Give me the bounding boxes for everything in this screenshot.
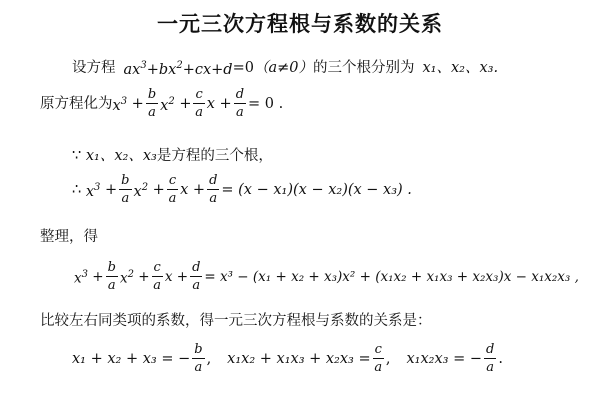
fraction-c-a: $\frac{c}{a}$ bbox=[195, 87, 203, 120]
setup-roots: x₁、x₂、x₃. bbox=[422, 59, 499, 76]
line-expanded: $x^3$ + $\frac{b}{a}$ $x^2$ + $\frac{c}{a}$ x + $\frac{d}{a}$ = x³ − (x₁ + x₂ + x₃)x² + (x₁x₂ + x₁x₃ + x₂x₃)x − x₁x₂x₃ , bbox=[74, 260, 579, 293]
setup-lead: 设方程 bbox=[72, 59, 116, 76]
relations-end: . bbox=[498, 350, 503, 367]
line-because bbox=[72, 145, 273, 167]
because-roots: x₁、x₂、x₃ bbox=[85, 148, 157, 164]
sum-of-pairs: x₁x₂ + x₁x₃ + x₂x₃ = bbox=[227, 350, 371, 367]
condition: （a≠0） bbox=[253, 59, 313, 76]
fraction-b-a: $\frac{b}{a}$ bbox=[147, 87, 157, 120]
line-normalized: 原方程化为 $x^3$ + $\frac{b}{a}$ $x^2$ + $\frac{c}{a}$ x + $\frac{d}{a}$ = 0 . bbox=[40, 87, 284, 120]
because-tail: 是方程的三个根， bbox=[156, 148, 273, 164]
line-setup bbox=[72, 55, 498, 81]
line-therefore: ∴ $x^3$ + $\frac{b}{a}$ $x^2$ + $\frac{c}{a}$ x + $\frac{d}{a}$ = (x − x₁)(x − x₂)(x − x₃) . bbox=[72, 173, 412, 206]
therefore-symbol: ∴ bbox=[72, 181, 82, 198]
because-symbol: ∵ bbox=[72, 148, 82, 164]
cubic-equation: $ax^3+bx^2+cx+d$ bbox=[123, 60, 233, 78]
product-of-roots: x₁x₂x₃ = − bbox=[406, 350, 482, 367]
normalized-end: = 0 . bbox=[248, 95, 284, 112]
compare-text: 比较左右同类项的系数，得一元三次方程根与系数的关系是： bbox=[40, 313, 432, 329]
page-title: 一元三次方程根与系数的关系 bbox=[157, 11, 443, 36]
expanded-form: = x³ − (x₁ + x₂ + x₃)x² + (x₁x₂ + x₁x₃ + x₂x₃)x − x₁x₂x₃ , bbox=[204, 268, 579, 285]
fraction-d-a: $\frac{d}{a}$ bbox=[235, 87, 245, 120]
setup-tail: 的三个根分别为 bbox=[312, 59, 415, 76]
line-relations: x₁ + x₂ + x₃ = − $\frac{b}{a}$ , x₁x₂ + x₁x₃ + x₂x₃ = $\frac{c}{a}$ , x₁x₂x₃ = − $\frac{d}{a}$ . bbox=[72, 342, 503, 375]
equation-zero: =0 bbox=[232, 59, 254, 76]
arrange-text: 整理，得 bbox=[40, 229, 98, 245]
line-arrange bbox=[40, 226, 98, 248]
factored-form: = (x − x₁)(x − x₂)(x − x₃) . bbox=[221, 181, 412, 198]
line-compare bbox=[40, 310, 432, 332]
normalized-lead: 原方程化为 bbox=[40, 95, 113, 112]
sum-of-roots: x₁ + x₂ + x₃ = − bbox=[72, 350, 191, 367]
